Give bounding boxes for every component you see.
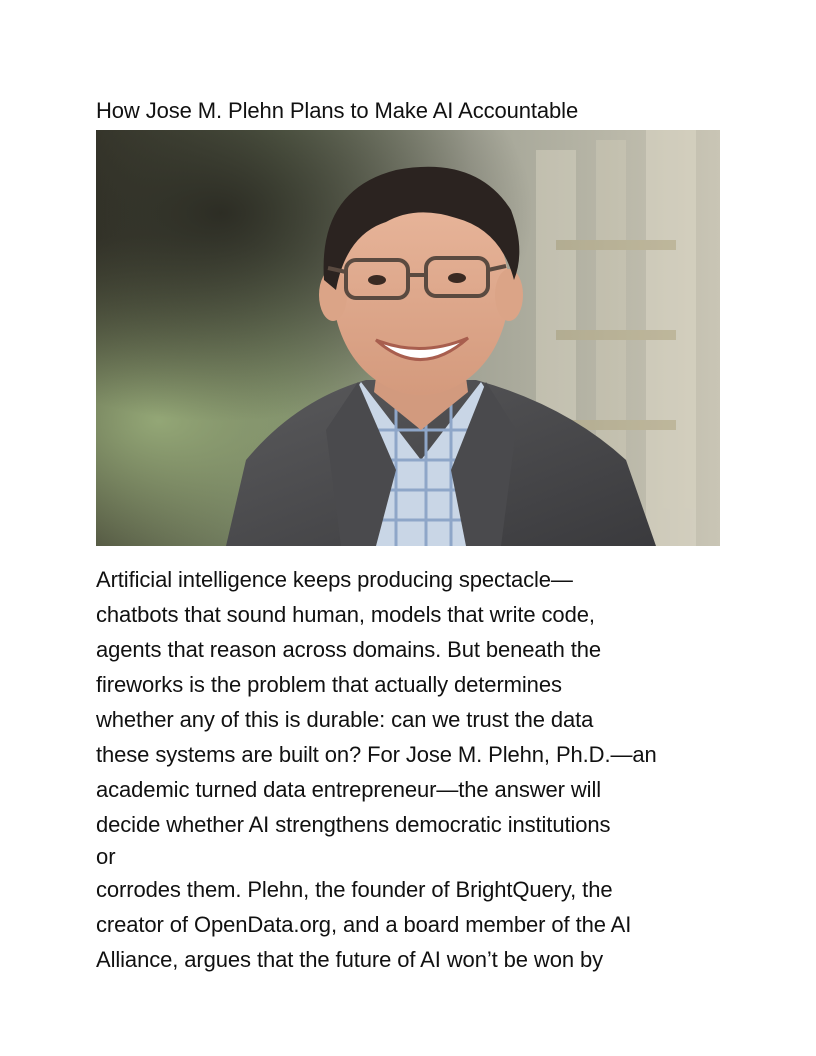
body-line: agents that reason across domains. But beneath the — [96, 637, 601, 662]
body-line: fireworks is the problem that actually determines — [96, 672, 562, 697]
body-line: or — [96, 844, 116, 869]
article-title: How Jose M. Plehn Plans to Make AI Accountable — [96, 98, 579, 123]
document-page — [96, 96, 736, 977]
body-line: chatbots that sound human, models that write code, — [96, 602, 595, 627]
body-line: Artificial intelligence keeps producing spectacle— — [96, 567, 573, 592]
portrait-photo — [96, 130, 720, 546]
body-line: academic turned data entrepreneur—the answer will — [96, 777, 602, 802]
body-line: whether any of this is durable: can we trust the data — [96, 707, 594, 732]
body-line: Alliance, argues that the future of AI won’t be won by — [96, 947, 604, 972]
body-line: creator of OpenData.org, and a board member of the AI — [96, 912, 632, 937]
body-line: corrodes them. Plehn, the founder of BrightQuery, the — [96, 877, 613, 902]
body-line: these systems are built on? For Jose M. Plehn, Ph.D.—an — [96, 742, 657, 767]
body-line: decide whether AI strengthens democratic institutions — [96, 812, 611, 837]
article-body — [96, 562, 736, 977]
